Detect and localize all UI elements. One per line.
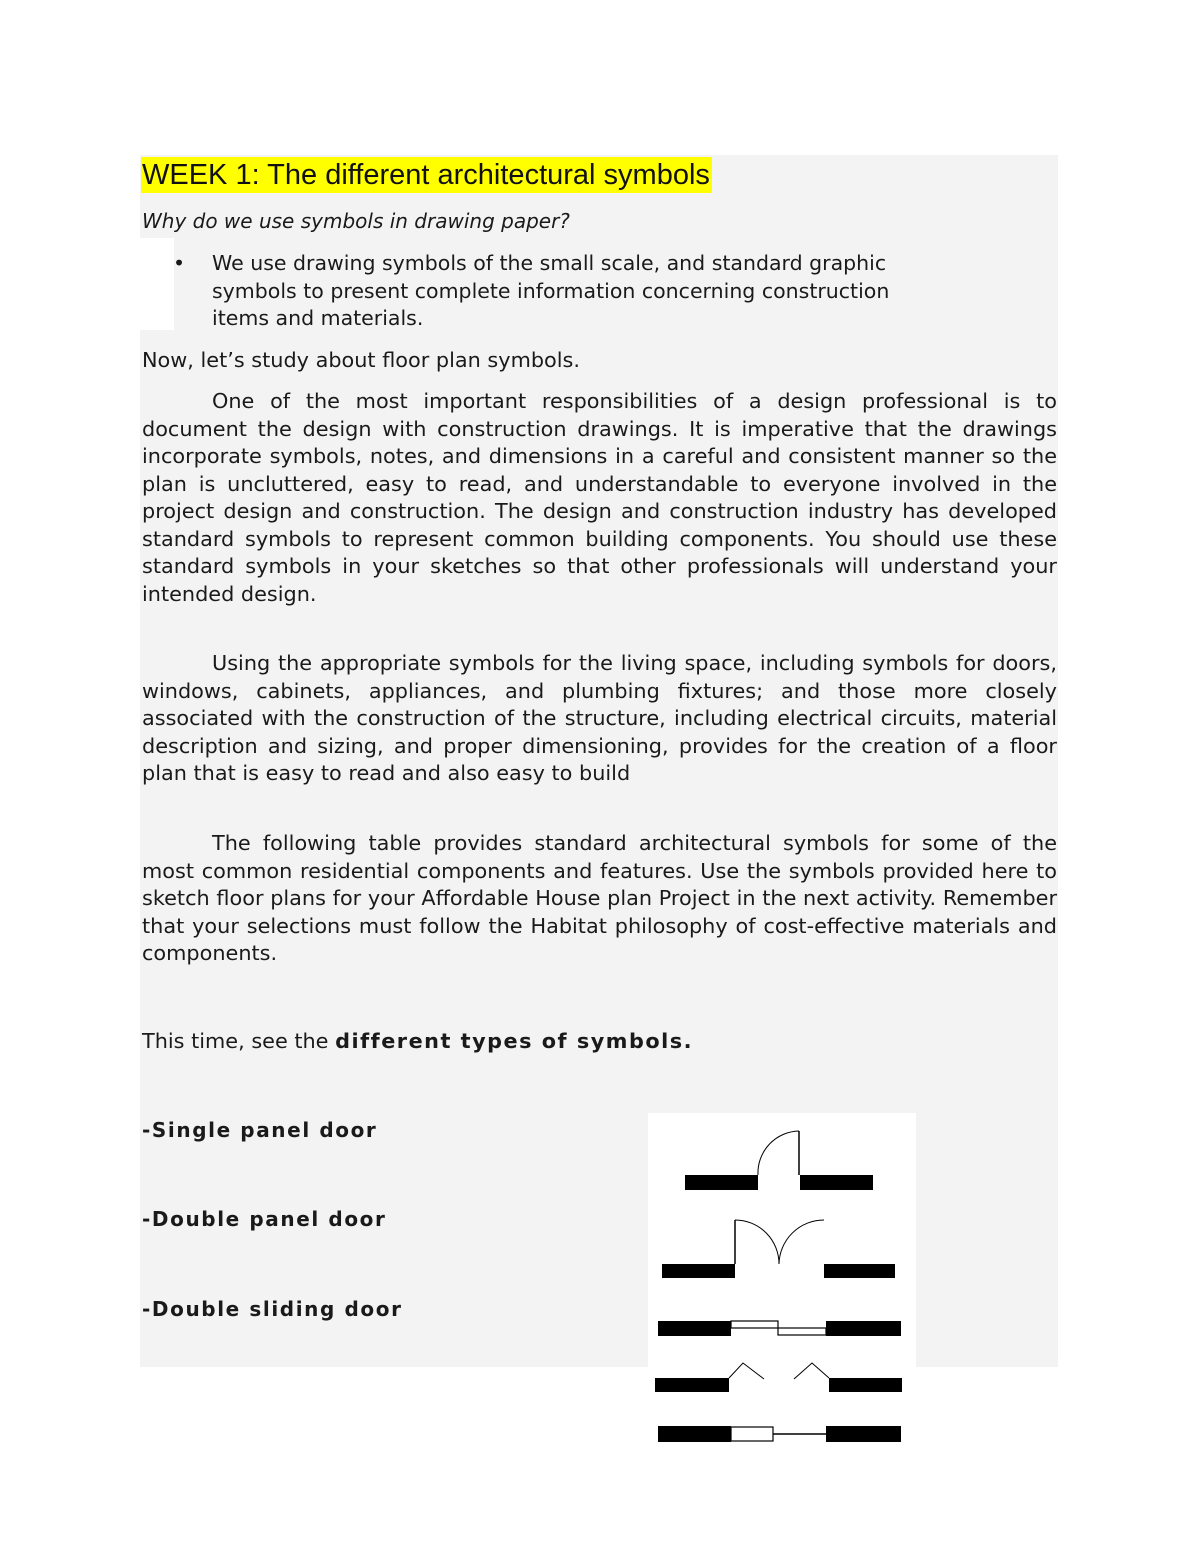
list-item	[173, 250, 933, 333]
types-intro	[142, 1028, 1057, 1056]
paragraph-responsibilities: One of the most important responsibilities of a design professional is to document the design with construction drawings. It is imperative that the drawings incorporate symbols, notes, and dimensions in a careful and consistent manner so the plan is uncluttered, easy to read, and understandable to everyone involved in the project design and construction. The design and construction industry has developed standard symbols to represent common building components. You should use these standard symbols in your sketches so that other professionals will understand your intended design.	[142, 389, 1057, 606]
double-panel-door-symbol	[662, 1220, 895, 1278]
symbols-figure	[648, 1113, 916, 1458]
single-panel-door-symbol	[685, 1131, 873, 1190]
paragraph-following-table: The following table provides standard architectural symbols for some of the most common residential components and features. Use the symbols provided here to sketch floor plans for your Affordable House plan Project in the next activity. Remember that your selections must follow the Habitat philosophy of cost-effective materials and components.	[142, 831, 1057, 965]
question-heading: Why do we use symbols in drawing paper?	[142, 209, 570, 233]
label-double-panel-door: -Double panel door	[142, 1207, 387, 1231]
paragraph-appropriate-symbols: Using the appropriate symbols for the living space, including symbols for doors, windows, cabinets, appliances, and plumbing fixtures; and those more closely associated with the construction of the structure, including electrical circuits, material description and sizing, and proper dimensioning, provides for the creation of a floor plan that is easy to read and also easy to build	[142, 651, 1057, 785]
pocket-sliding-door-symbol	[658, 1426, 901, 1442]
bullet-marker: •	[173, 251, 186, 275]
bullet-list	[173, 250, 933, 333]
page-title: WEEK 1: The different architectural symbols	[142, 159, 710, 191]
types-intro-prefix: This time, see the	[142, 1029, 336, 1053]
double-sliding-door-symbol	[658, 1321, 901, 1336]
label-double-sliding-door: -Double sliding door	[142, 1297, 403, 1321]
types-intro-bold: different types of symbols.	[335, 1029, 694, 1053]
intro-line: Now, let’s study about floor plan symbols.	[142, 348, 580, 372]
bullet-text: We use drawing symbols of the small scale, and standard graphic symbols to present complete information concerning construction items and materials.	[212, 251, 890, 330]
door-symbols-drawing	[648, 1113, 916, 1458]
bullet-indent-gap	[140, 238, 174, 330]
label-single-panel-door: -Single panel door	[142, 1118, 378, 1142]
bi-fold-door-symbol	[655, 1363, 902, 1392]
